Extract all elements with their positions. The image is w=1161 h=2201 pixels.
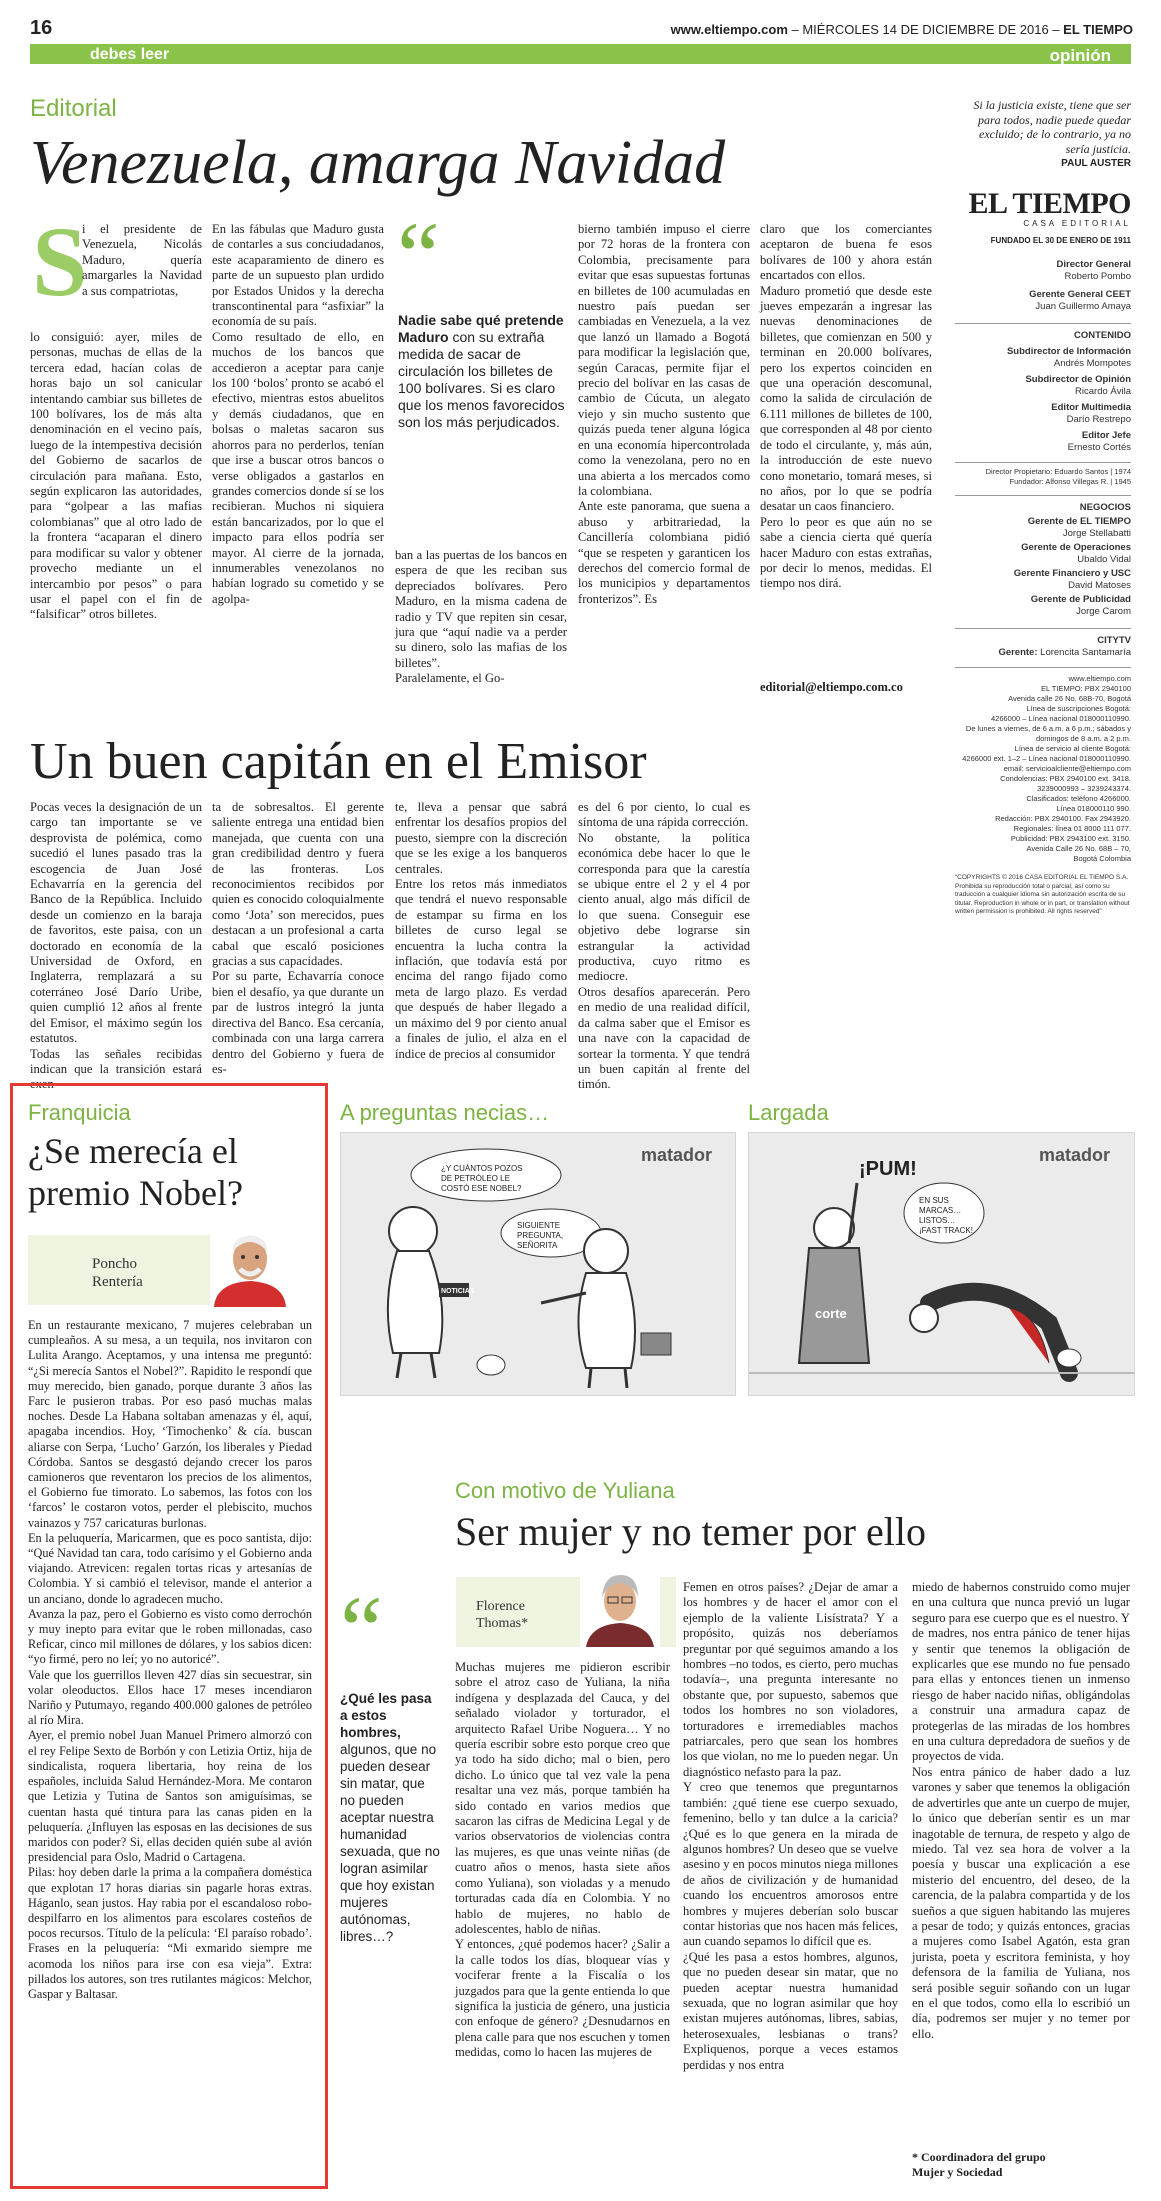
masthead — [955, 98, 1131, 1053]
staff-section-title: NEGOCIOS — [955, 495, 1131, 514]
quote-mark-icon: “ — [397, 202, 440, 309]
pullquote-bold: Nadie sabe qué pretende Maduro — [398, 312, 564, 345]
yuliana-kicker: Con motivo de Yuliana — [455, 1478, 675, 1503]
header-dateline — [671, 22, 1133, 37]
cartoon1-kicker: A preguntas necias… — [340, 1100, 550, 1125]
dropcap: S — [32, 206, 88, 317]
staff-row: Gerente: Lorencita Santamaría — [998, 647, 1131, 658]
yuliana-col2: Femen en otros países? ¿Dejar de amar a los hombres y de hacer el amor con el ejemplo de la valiente Lisístrata? Y a propósito, quizás nos deberíamos preguntar por qué seguimos amando a los hombres –no todos, es cierto, pero muchas todavía–, una pregunta interesante no obstante que, por supuesto, sabemos que todos los hombres no son violadores, torturadores e irremediables machos patriarcales, pero que sean los hombres los que violan, no me lo pueden negar. Un diagnóstico nefasto para la paz. Y creo que tenemos que preguntarnos también: ¿qué tiene ese cuerpo sexuado, femenino, bello y tan dulce a la caricia? ¿Qué es lo que genera en la mirada de algunos hombres? Un deseo que se vuelve asesino y en pocos minutos niega millones de años de civilización y de humanidad cuando los encuentros amorosos entre hombres y mujeres deberían solo buscar contar historias que nos hacen más felices, aun cuando sepamos lo difícil que es. ¿Qué les pasa a estos hombres, algunos, que no pueden desear sin matar, que no pueden aceptar nuestra humanidad sexuada, que no logran asimilar que hoy existan mujeres autónomas, libres, sabias, heterosexuales, lesbianas o trans? Expliquenos, porque a veces estamos perdidas y nos entra — [683, 1580, 898, 2072]
yuliana-quote-bold: ¿Qué les pasa a estos hombres, — [340, 1691, 432, 1740]
yuliana-quote-mark-icon: “ — [340, 1576, 383, 1683]
editorial-col4: bierno también impuso el cierre por 72 horas de la frontera con Colombia, precisamente para evitar que esas supuestas fortunas en billetes de 100 acumuladas en nuestro país puedan ser cambiadas en Venezuela, a la vez que lanzó un llamado a Bogotá para modificar la legislación que, según Caracas, permite fijar el precio del bolívar en las casas de cambio de Cúcuta, un alegato viejo y sin mucho sustento que quizás pueda tener alguna lógica en una economía hipercontrolada como la venezolana, pero no en una abierta a los mercados como la colombiana. Ante este panorama, que suena a abuso y arbitrariedad, la Cancillería colombiana pidió “que se respeten y garanticen los derechos del comercio formal de los municipios y departamentos fronterizos”. Es — [578, 222, 750, 606]
contact-block: www.eltiempo.com EL TIEMPO: PBX 2940100 Avenida calle 26 No. 68B-70, Bogotá Línea de suscripciones Bogotá: 4266000 – Línea nacional 018000110990. De lunes a viernes, de 6 a.m. a 6 p.m.; sábados y domingos de 8 a.m. a 2 p.m. Línea de servicio al cliente Bogotá: 4266000 ext. 1–2 – Línea nacional 018000110990. email: servicioalcliente@eltiempo.com Condolencias: PBX 2940100 ext. 3418. 3239000993 – 3239243374. Clasificados: teléfono 4266000. Línea 018000110 990. Redacción: PBX 2940100. Fax 2943920. Regionales: línea 01 8000 111 077. Publicidad: PBX 2943100 ext. 3150. Avenida Calle 26 No. 68B – 70, Bogotá Colombia — [955, 667, 1131, 864]
yuliana-author: Florence Thomas* — [476, 1599, 529, 1631]
yuliana-col3: miedo de habernos construido como mujer en una cultura que nunca previó un lugar seguro para ese cuerpo que es el nuestro. Y de madres, nos entra pánico de tener hijas y sentir que tenemos la obligación de explicarles que ese mundo no fue pensado para ellas y entonces tienen un inmenso riesgo de haber nacido niñas, obligándolas a construir una armadura capaz de protegerlas de las miradas de los hombres en una cultura depredadora de sueños y de proyectos de vida. Nos entra pánico de haber dado a luz varones y saber que tenemos la obligación de advertirles que ante un cuerpo de mujer, lo único que deberían sentir es un mar inagotable de ternura, de respeto y algo de miedo. Tal vez sea hora de volver a la poesía y buscar una explicación a ese misterio del encuentro, del deseo, de la carencia, de la palabra compartida y de los sueños a que siguen habitando las mujeres a pesar de todo; y quizás entonces, gracias a mujeres como Isabel Agatón, esta gran jurista, poeta y escritora feminista, y hoy defensora de la familia de Yuliana, nos será posible seguir soñando con un lugar en el que todos, como ella lo escribió un día, podremos ser mujer y no temer por ello. — [912, 1580, 1130, 2041]
site-url[interactable]: www.eltiempo.com — [670, 22, 788, 37]
cartoon1-signature: matador — [641, 1145, 713, 1165]
editorial-col5: claro que los comerciantes aceptaron de buena fe esos bolívares de 100 y ahora están encartados con ellos. Maduro prometió que desde este jueves empezarán a ingresar las nuevas denominaciones de billetes, que comienzan en 500 y terminan en 20.000 bolívares, pero los expertos coinciden en que una operación descomunal, como la salida de circulación de 6.111 millones de billetes de 100, que corresponden al 48 por ciento de todo el circulante, y, más aún, la introducción de este nuevo cono monetario, tomará meses, si no años, por lo que se podría desatar un caos financiero. Pero lo peor es que aún no se sabe a ciencia cierta qué quería hacer Maduro con estas extrañas, por decir lo menos, medidas. El tiempo nos dirá. — [760, 222, 932, 591]
svg-text:SIGUIENTE: SIGUIENTE — [517, 1221, 561, 1230]
editorial2-col1: Pocas veces la designación de un cargo tan importante se ve desprovista de polémica, como sucedió el lunes pasado tras la escogencia de Juan José Echavarría en la gerencia del Banco de la República. Incluido desde un comienzo en la baraja de favoritos, este paisa, con un doctorado en economía de la Universidad de Oxford, en Inglaterra, remplazará a su coterráneo José Darío Uribe, quien cumplió 12 años al frente del Emisor, el máximo según los estatutos. Todas las señales recibidas indican que la transición estará exen- — [30, 800, 202, 1092]
franquicia-author: Poncho Rentería — [92, 1256, 143, 1290]
editorial2-title: Un buen capitán en el Emisor — [30, 733, 647, 790]
pullquote-rest: con su extraña medida de sacar de circulación los billetes de 100 bolívares. Si es claro que los menos favorecidos son los más perjudicados. — [398, 329, 565, 430]
editorial-title: Venezuela, amarga Navidad — [30, 129, 726, 197]
staff-row: Subdirector de Información Andrés Mompotes — [1006, 346, 1131, 369]
staff-list — [955, 259, 1131, 917]
editorial2-col4: es del 6 por ciento, lo cual es síntoma de una rápida corrección. No obstante, la política económica debe hacer lo que le corresponda para que la carestía se ubique entre el 2 y el 4 por ciento anual, algo más difícil de lo que suena. Conseguir ese objetivo debe lograrse sin estrangular la actividad productiva, cuyo ritmo es mediocre. Otros desafíos aparecerán. Pero en medio de una realidad difícil, da calma saber que el Emisor es una nave con la capacidad de sortear la tormenta. Y que tendrá un buen capitán al frente del timón. — [578, 800, 750, 1092]
cartoon1-mic: NOTICIAS — [441, 1288, 475, 1295]
author-photo — [210, 1225, 290, 1307]
svg-text:LISTOS…: LISTOS… — [919, 1216, 956, 1225]
masthead-logo-sub: CASA EDITORIAL — [1023, 219, 1131, 228]
staff-row: Editor Multimedia Darío Restrepo — [1051, 402, 1131, 425]
cartoon2-pum: ¡PUM! — [859, 1158, 917, 1180]
cartoon2-label: corte — [815, 1306, 847, 1321]
staff-row: Gerente de Operaciones Ubaldo Vidal — [1021, 542, 1131, 565]
svg-text:DE PETRÓLEO LE: DE PETRÓLEO LE — [441, 1174, 510, 1183]
editorial-kicker: Editorial — [30, 95, 117, 122]
staff-row: Subdirector de Opinión Ricardo Ávila — [1025, 374, 1131, 397]
editorial2-col3: te, lleva a pensar que sabrá enfrentar los desafíos propios del puesto, siempre con la discreción que se les exige a los banqueros centrales. Entre los retos más inmediatos que tendrá el nuevo responsable de estampar su firma en los billetes de curso legal se encuentra la lucha contra la inflación, que todavía está por encima del rango fijado como meta de largo plazo. Es verdad que después de haber llegado a un máximo del 9 por ciento anual a finales de julio, el alza en el índice de precios al consumidor — [395, 800, 567, 1061]
yuliana-quote-rest: algunos, que no pueden desear sin matar, que no pueden aceptar nuestra humanidad sexuada, que no logran asimilar que hoy existan mujeres autónomas, libres…? — [340, 1742, 440, 1944]
paper-name: EL TIEMPO — [1063, 22, 1133, 37]
cartoon2-kicker: Largada — [748, 1100, 829, 1125]
editorial-col1-lead: i el presidente de Venezuela, Nicolás Maduro, quería amargarles la Navidad a sus compatriotas, — [82, 222, 202, 298]
editorial-col2: En las fábulas que Maduro gusta de contarles a sus conciudadanos, este acaparamiento de dinero es parte de un supuesto plan urdido por Estados Unidos y la derecha transcontinental para “asfixiar” la economía de su país. Como resultado de ello, en muchos de los bancos que accedieron a aceptar para canje los 100 ‘bolos’ pronto se acabó el efectivo, mientras estos abuelitos y demás ciudadanos, que en bolsas o maletas sacaron sus ahorros para no perderlos, tenían que irse a buscar otros bancos o verse obligados a gastarlos en grandes comercios donde sí se los recibieran. Muchos ni siquiera están bancarizados, por lo que el impacto para ellos podría ser mayor. Al cierre de la jornada, innumerables venezolanos no habían logrado su cometido y se agolpa- — [212, 222, 384, 606]
svg-text:¡FAST TRACK!: ¡FAST TRACK! — [919, 1226, 973, 1235]
staff-row: Gerente Financiero y USC David Matoses — [1013, 568, 1131, 591]
section-label-left: debes leer — [90, 46, 170, 63]
franquicia-title: ¿Se merecía el premio Nobel? — [28, 1131, 243, 1213]
svg-text:¿Y CUÁNTOS POZOS: ¿Y CUÁNTOS POZOS — [441, 1164, 523, 1173]
section-bar — [30, 44, 1131, 64]
editorial-col1: lo consiguió: ayer, miles de personas, muchas de ellas de la tercera edad, hacían colas de horas bajo un sol canicular intentando cambiar sus billetes de 100 bolívares, los de más alta denominación en el vecino país, luego de la intempestiva decisión del Gobierno de sacarlos de circulación para mañana. Esto, según explicaron las autoridades, para “golpear a las mafias colombianas” que al otro lado de la frontera “acaparan el dinero para modificar su valor y obtener provecho mediante un el intercambio por pesos” o para usar el papel con el fin de “falsificar” otros billetes. — [30, 330, 202, 622]
copyright: “COPYRIGHTS © 2016 CASA EDITORIAL EL TIEMPO S.A. Prohibida su reproducción total o parcial, así como su traducción a cualquier idioma sin autorización escrita de su titular. Reproduction in whole or in part, or translation without written permission is prohibited. All rights reserved” — [955, 874, 1130, 915]
owner-line: Director Propietario: Eduardo Santos | 1974 — [955, 462, 1131, 477]
cartoon2-signature: matador — [1039, 1145, 1111, 1165]
svg-text:MARCAS…: MARCAS… — [919, 1206, 962, 1215]
svg-text:PREGUNTA,: PREGUNTA, — [517, 1231, 564, 1240]
editorial-email[interactable]: editorial@eltiempo.com.co — [760, 680, 903, 694]
editorial-col3: ban a las puertas de los bancos en espera de que les reciban sus depreciados bolívares. Pero Maduro, en la misma cadena de radio y TV que repiten sin cesar, jura que “aquí nadie va a perder su dinero, solo las mafias de los billetes”. Paralelamente, el Go- — [395, 548, 567, 686]
staff-row: Gerente de EL TIEMPO Jorge Stellabatti — [1027, 516, 1131, 539]
staff-section-title: CITYTV — [955, 628, 1131, 647]
svg-text:SEÑORITA: SEÑORITA — [517, 1241, 558, 1250]
yuliana-col1: Muchas mujeres me pidieron escribir sobre el atroz caso de Yuliana, la niña indígena y desplazada del Cauca, y del señalado violador y torturador, el arquitecto Rafael Uribe Noguera… Y no quería escribir sobre esto porque creo que ya todo ha sido dicho; mal o bien, pero dicho. Lo único que tal vez vale la pena resaltar una vez más, porque también ha sido contado en varios medios que sacaron las cifras de Medicina Legal y de varios observatorios de violencias contra las mujeres, es que unas veinte niñas (de cuatro años o menos, hasta siete años como Yuliana), son violadas y a menudo torturadas cada día en Colombia. Y no hablo de mujeres, no hablo de adolescentes, hablo de niñas. Y entonces, ¿qué podemos hacer? ¿Salir a la calle todos los días, bloquear vías y vociferar frente a la Fiscalía o los juzgados para que la gente entienda lo que significa la justicia de género, una justicia con enfoque de género? ¿Desnudarnos en plena calle para que nos escuchen y tomen medidas, como lo hacen las mujeres de — [455, 1660, 670, 2060]
founded-line: FUNDADO EL 30 DE ENERO DE 1911 — [990, 236, 1131, 245]
yuliana-author-photo — [580, 1567, 660, 1647]
editorial-pullquote — [398, 312, 570, 431]
date: – MIÉRCOLES 14 DE DICIEMBRE DE 2016 – — [787, 22, 1064, 37]
franquicia-kicker: Franquicia — [28, 1100, 131, 1125]
yuliana-title: Ser mujer y no temer por ello — [455, 1509, 926, 1554]
franquicia-body: En un restaurante mexicano, 7 mujeres celebraban un cumpleaños. A su mesa, a un tequila, nos invitaron con Lulita Arango. Aceptamos, y una intensa me preguntó: “¿Si merecía Santos el Nobel?”. Rapidito le respondí que muy merecido, bien ganado, porque durante 3 años las Farc le pusieron trabas. Por eso pasó muchas malas noches. Desde La Habana soltaban amenazas y él, aquí, apagaba incendios. Hoy, ‘Timochenko’ & cía. buscan aliarse con Serpa, ‘Lucho’ Garzón, los liberales y Piedad Córdoba. Santos se desgastó dejando crecer los paros camioneros que reventaron los precios de los alimentos, el Gobierno fue timorato. Lo sabemos, las fotos con los ‘farcos’ le costaron votos, perder el plebiscito, muchos vainazos y 757 caricaturas burlonas. En la peluquería, Maricarmen, que es poco santista, dijo: “Qué Navidad tan cara, todo carísimo y el Gobierno anda viajando. Atrevicen: regalen tortas ricas y artesanías de Colombia. Y si cambió el televisor, mande el anterior a un anciano, donde lo agradecen mucho. Avanza la paz, pero el Gobierno es visto como derrochón y muy inepto para evitar que le roben millonadas, caso Reficar, cinco mil millones de dólares, y los sabios dicen: “yo firmé, pero no leí; yo no autoricé”. Vale que los guerrillos lleven 427 días sin secuestrar, sin volar oleoductos. Ellos hace 17 meses incendiaron Nariño y Putumayo, regando 400.000 galones de petróleo al río Mira. Ayer, el premio nobel Juan Manuel Primero almorzó con el rey Felipe Sexto de Borbón y con Letizia Ortiz, hija de sindicalista, roquera libertaria, hoy reina de los españoles, incluida Salud Hernández-Mora. Me contaron que Letizia y Tutina de Santos son amiguísimas, se cuentan hasta qué tintura para las canas piden en la peluquería. ¿Influyen las esposas en las decisiones de sus maridos con poder? Si, ellas deciden quién sube al avión presidencial para Oslo, Madrid o Cartagena. Pilas: hoy deben darle la prima a la compañera doméstica que explotan 17 horas diarias sin pagarle horas extras. Háganlo, sean justos. Hay rabia por el escandaloso robo-despilfarro en los alimentos para escolares costeños de pocos recursos. Título de la película: ‘El paraíso robado’. Frases en la peluquería: “Mi exmarido siempre me acomoda los niños para irse con esa vieja”. Extra: pillados los autores, son tres rutilantes mágicos: Melchor, Gaspar y Baltasar. — [28, 1318, 312, 2001]
svg-text:EN SUS: EN SUS — [919, 1196, 949, 1205]
staff-row: Gerente de Publicidad Jorge Carom — [1030, 594, 1131, 617]
cartoon-a-preguntas-necias — [340, 1132, 736, 1396]
cartoon-largada — [748, 1132, 1135, 1396]
masthead-logo: EL TIEMPO — [968, 187, 1131, 220]
staff-row: Gerente General CEET Juan Guillermo Amaya — [1029, 289, 1131, 312]
sidebar-quote-author: PAUL AUSTER — [1061, 158, 1131, 169]
founder-line: Fundador: Alfonso Villegas R. | 1945 — [1009, 477, 1131, 486]
yuliana-footnote: * Coordinadora del grupo Mujer y Sociedad — [912, 2150, 1046, 2179]
editorial2-col2: ta de sobresaltos. El gerente saliente entrega una entidad bien manejada, que cuenta con una gran credibilidad dentro y fuera de las fronteras. Los reconocimientos recibidos por quien es conocido coloquialmente como ‘Jota’ son merecidos, pues destacan a un profesional a carta cabal que escaló posiciones gracias a sus capacidades. Por su parte, Echavarría conoce bien el desafío, ya que durante un par de lustros integró la junta directiva del Banco. Esa cercanía, combinada con una larga carrera dentro del Gobierno y fuera de es- — [212, 800, 384, 1076]
svg-text:COSTÓ ESE NOBEL?: COSTÓ ESE NOBEL? — [441, 1184, 522, 1193]
sidebar-quote: Si la justicia existe, tiene que ser para todos, nadie puede quedar excluido; de lo contrario, ya no sería justicia. — [973, 98, 1131, 156]
section-label-right: opinión — [1049, 46, 1111, 65]
staff-row: Editor Jefe Ernesto Cortés — [1067, 430, 1131, 453]
yuliana-pullquote — [340, 1690, 440, 1945]
staff-row: Director General Roberto Pombo — [1056, 259, 1131, 282]
staff-section-title: CONTENIDO — [955, 323, 1131, 342]
page-number: 16 — [30, 17, 53, 39]
